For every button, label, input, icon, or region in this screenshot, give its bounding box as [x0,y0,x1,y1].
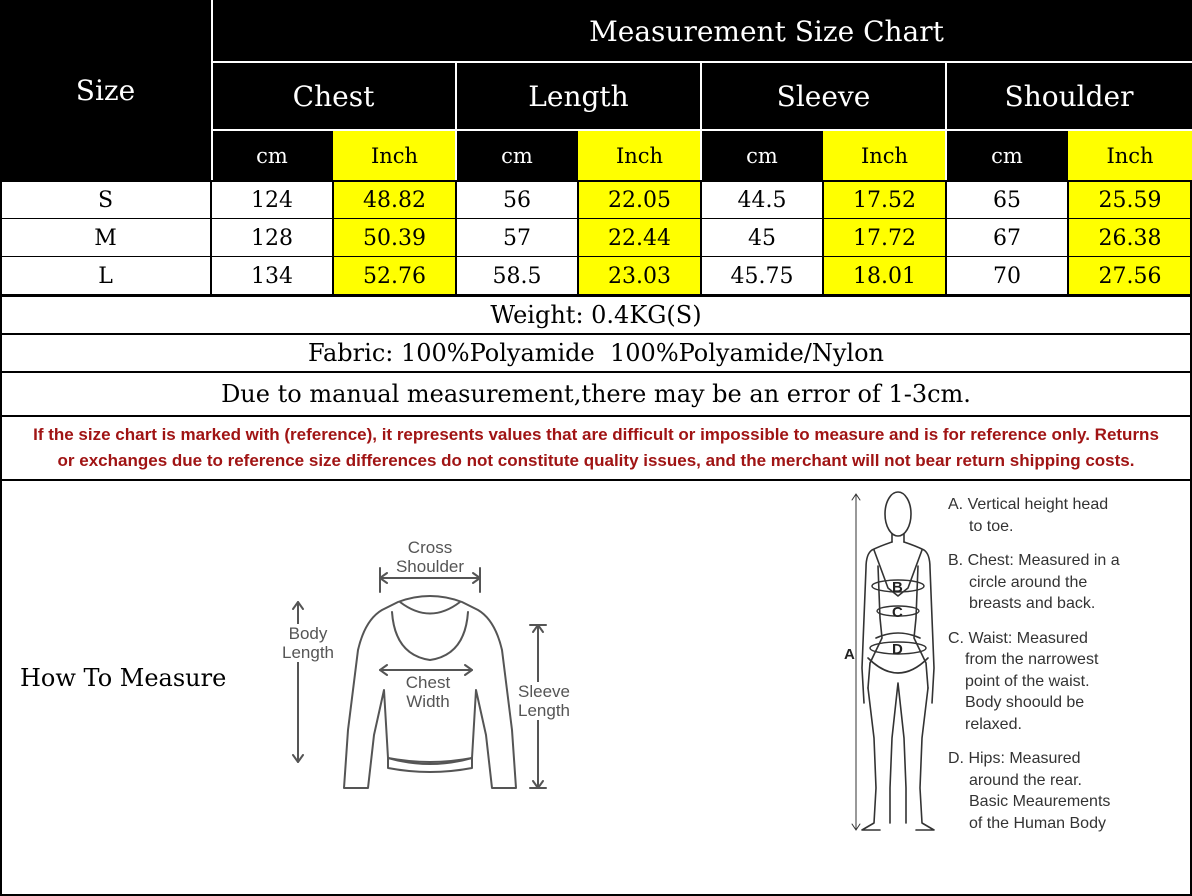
unit-cm: cm [456,130,578,181]
inch-value-cell: 17.52 [823,181,946,219]
reference-note-line: or exchanges due to reference size differences do not constitute quality issues, and the merchant will not bear return shipping costs. [57,451,1135,470]
column-header-sleeve [701,62,946,130]
column-header-length [456,62,701,130]
legend-item-c: C. Waist: Measured from the narrowest point of the waist. Body shoould be relaxed. [948,629,1099,733]
unit-inch: Inch [333,130,456,181]
cm-value-cell: 67 [946,219,1068,257]
sleeve-length-label: Sleeve Length [512,682,576,720]
column-header-label: Length [528,79,629,113]
size-header [0,0,211,181]
inch-value-cell: 26.38 [1068,219,1192,257]
body-letter-b: B [892,579,903,596]
cm-value-cell: 56 [456,181,578,219]
cm-value-cell: 45.75 [701,257,823,295]
measure-legend [948,494,1184,834]
fabric-text: Fabric: 100%Polyamide 100%Polyamide/Nylon [307,339,885,367]
weight-row [0,296,1192,334]
cm-value-cell: 57 [456,219,578,257]
weight-text: Weight: 0.4KG(S) [490,301,702,329]
reference-note [0,422,1192,480]
cm-value-cell: 44.5 [701,181,823,219]
error-note-text: Due to manual measurement,there may be an error of 1-3cm. [221,380,971,408]
inch-value-cell: 22.05 [578,181,701,219]
body-letter-a: A [844,646,855,663]
inch-value-cell: 25.59 [1068,181,1192,219]
size-cell: M [0,219,211,257]
how-to-measure-label: How To Measure [20,664,227,692]
unit-inch: Inch [578,130,701,181]
cm-value-cell: 124 [211,181,333,219]
inch-value-cell: 50.39 [333,219,456,257]
reference-note-line: If the size chart is marked with (reference), it represents values that are difficult or impossible to measure and is for reference only. Returns [33,425,1159,444]
unit-cm: cm [211,130,333,181]
cm-value-cell: 45 [701,219,823,257]
column-header-label: Shoulder [1004,79,1134,113]
legend-item-d: D. Hips: Measured around the rear. Basic Meaurements of the Human Body [948,750,1111,832]
column-header-shoulder [946,62,1192,130]
cm-value-cell: 65 [946,181,1068,219]
legend-item-a: A. Vertical height head to toe. [948,496,1109,535]
unit-inch: Inch [1068,130,1192,181]
column-header-label: Sleeve [776,79,871,113]
column-header-chest [211,62,456,130]
unit-cm: cm [946,130,1068,181]
legend-item-b: B. Chest: Measured in a circle around the breasts and back. [948,552,1120,612]
cm-value-cell: 134 [211,257,333,295]
inch-value-cell: 23.03 [578,257,701,295]
error-note-row [0,372,1192,416]
inch-value-cell: 52.76 [333,257,456,295]
body-letter-c: C [892,604,903,621]
unit-inch: Inch [823,130,946,181]
inch-value-cell: 48.82 [333,181,456,219]
body-length-label: Body Length [282,624,334,662]
body-diagram [840,488,940,838]
size-cell: L [0,257,211,295]
chest-width-label: Chest Width [398,673,458,711]
size-header-label: Size [75,74,136,107]
body-letter-d: D [892,641,903,658]
size-cell: S [0,181,211,219]
inch-value-cell: 22.44 [578,219,701,257]
inch-value-cell: 17.72 [823,219,946,257]
cm-value-cell: 128 [211,219,333,257]
column-header-label: Chest [292,79,375,113]
fabric-row [0,334,1192,372]
garment-diagram [280,530,590,800]
chart-title-text: Measurement Size Chart [589,14,944,48]
unit-cm: cm [701,130,823,181]
human-figure-illustration [840,488,940,838]
cross-shoulder-label: Cross Shoulder [395,538,465,576]
inch-value-cell: 27.56 [1068,257,1192,295]
chart-title [211,0,1192,62]
cm-value-cell: 70 [946,257,1068,295]
cm-value-cell: 58.5 [456,257,578,295]
inch-value-cell: 18.01 [823,257,946,295]
